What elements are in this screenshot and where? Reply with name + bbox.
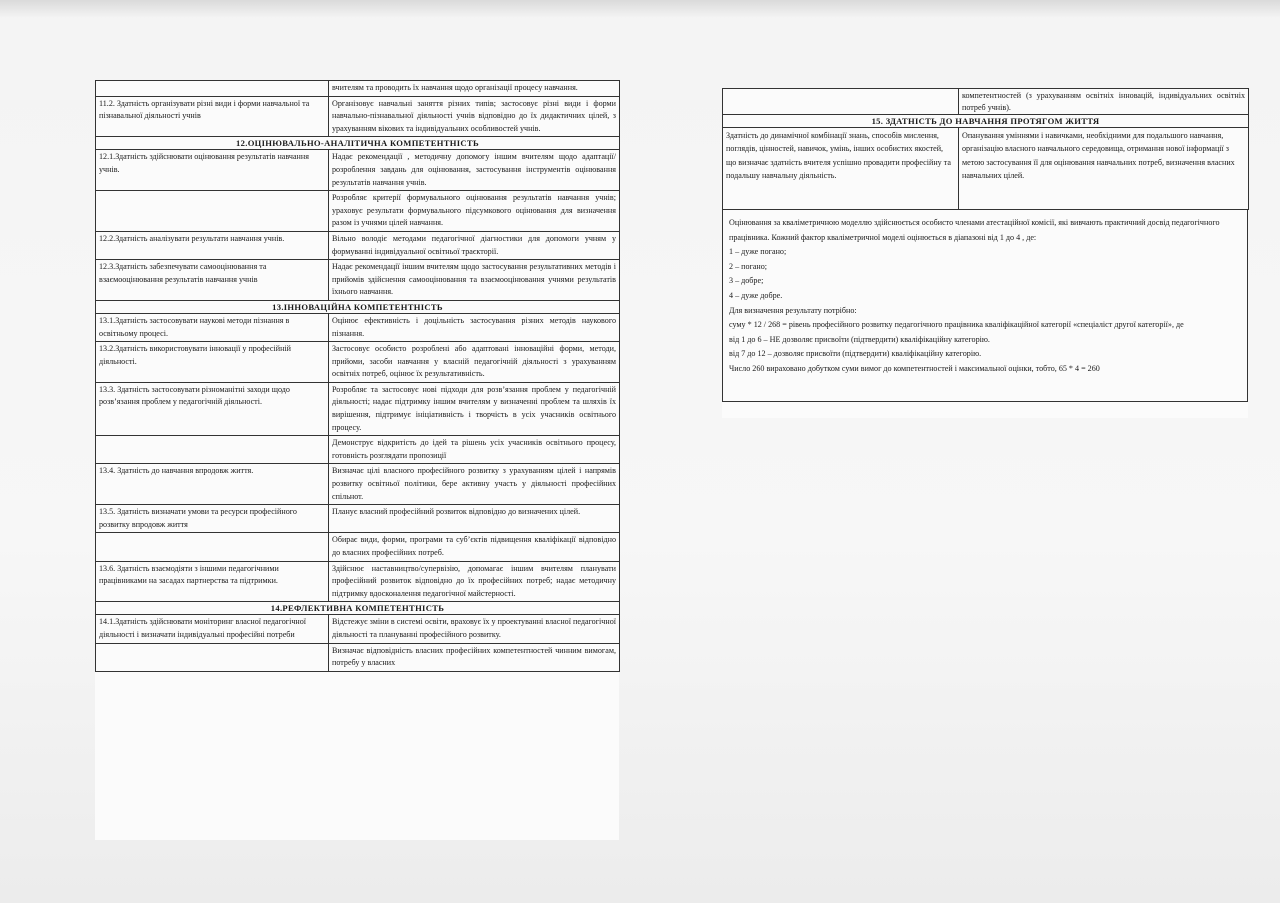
row-label: 13.6. Здатність взаємодіяти з іншими педагогічними працівниками на засадах партнерства та підтримки. [96, 561, 329, 602]
right-page [722, 88, 1248, 418]
scale-item: 4 – дуже добре. [729, 290, 783, 300]
section-heading-row [96, 602, 620, 615]
table-row [96, 81, 620, 97]
row-label [96, 643, 329, 671]
row-label [96, 81, 329, 97]
row-label: 13.1.Здатність застосовувати наукові методи пізнання в освітньому процесі. [96, 313, 329, 341]
table-row [96, 505, 620, 533]
row-label: 13.2.Здатність використовувати інновації у професійній діяльності. [96, 342, 329, 383]
row-label [96, 533, 329, 561]
row-description: Визначає цілі власного професійного розвитку з урахуванням цілей і напрямів розвитку освітньої політики, бере активну участь у діяльності професійних спільнот. [329, 464, 620, 505]
row-description: Розробляє критерії формувального оцінювання результатів навчання учнів; ураховує результати формувального підсумкового оцінювання для визначення разом із учнями цілей навчання. [329, 191, 620, 232]
row-description: Планує власний професійний розвиток відповідно до визначених цілей. [329, 505, 620, 533]
table-row [96, 342, 620, 383]
row-label: 14.1.Здатність здійснювати моніторинг власної педагогічної діяльності і визначати індивідуальні професійні потреби [96, 615, 329, 643]
footnote: Число 260 вираховано добутком суми вимог до компетентностей і максимальної оцінки, тобто, 65 * 4 = 260 [729, 363, 1100, 373]
row-description: Надає рекомендації , методичну допомогу іншим вчителям щодо адаптації/розроблення завдань для оцінювання, застосування інструментів оцінювання результатів навчання учнів. [329, 150, 620, 191]
formula: суму * 12 / 268 = рівень професійного розвитку педагогічного працівника кваліфікаційної категорії «спеціаліст другої категорії», де [729, 320, 1184, 330]
row-label: Здатність до динамічної комбінації знань, способів мислення, поглядів, цінностей, навичок, умінь, інших особистих якостей, що визначає здатність вчителя успішно провадити професійну та подальшу навчальну діяльність. [723, 128, 959, 210]
row-description: Опанування уміннями і навичками, необхідними для подальшого навчання, організацію власного навчального середовища, отримання нової інформації з метою застосування її для оцінювання навчальних потреб, визначення власних навчальних цілей. [959, 128, 1249, 210]
row-description: Розробляє та застосовує нові підходи для розв’язання проблем у педагогічній діяльності; надає підтримку іншим вчителям у визначенні проблем та шляхів їх вирішення, підтримує ініціативність і творчість в усіх учасників освітнього процесу. [329, 382, 620, 435]
row-description: Надає рекомендації іншим вчителям щодо застосування результативних методів і прийомів здійснення самооцінювання та взаємооцінювання учнями результатів їхнього навчання. [329, 260, 620, 301]
row-description: Відстежує зміни в системі освіти, враховує їх у проектуванні власної педагогічної діяльності та плануванні професійного розвитку. [329, 615, 620, 643]
row-description: Визначає відповідність власних професійних компетентностей чинним вимогам, потребу у власних [329, 643, 620, 671]
row-label: 11.2. Здатність організувати різні види і форми навчальної та пізнавальної діяльності учнів [96, 96, 329, 137]
section-heading-row [96, 300, 620, 313]
assessment-notes [722, 210, 1248, 402]
table-row [96, 533, 620, 561]
left-page [95, 80, 619, 840]
table-row [723, 89, 1249, 115]
section-heading-row [723, 115, 1249, 128]
competence-table-right [722, 88, 1249, 210]
row-label: 13.3. Здатність застосовувати різноманітні заходи щодо розв’язання проблем у педагогічній діяльності. [96, 382, 329, 435]
result-heading: Для визначення результату потрібно: [729, 305, 857, 315]
scale-item: 2 – погано; [729, 261, 768, 271]
scale-item: 3 – добре; [729, 276, 764, 286]
row-description: Демонструє відкритість до ідей та рішень усіх учасників освітнього процесу, готовність розглядати пропозиції [329, 436, 620, 464]
row-label: 12.1.Здатність здійснювати оцінювання результатів навчання учнів. [96, 150, 329, 191]
table-row [96, 150, 620, 191]
section-heading: 14.РЕФЛЕКТИВНА КОМПЕТЕНТНІСТЬ [96, 602, 620, 615]
row-label: 12.3.Здатність забезпечувати самооцінювання та взаємооцінювання результатів навчання учнів [96, 260, 329, 301]
row-label: 13.4. Здатність до навчання впродовж життя. [96, 464, 329, 505]
section-heading: 13.ІННОВАЦІЙНА КОМПЕТЕНТНІСТЬ [96, 300, 620, 313]
section-heading: 12.ОЦІНЮВАЛЬНО-АНАЛІТИЧНА КОМПЕТЕНТНІСТЬ [96, 137, 620, 150]
row-description: вчителям та проводить їх навчання щодо організації процесу навчання. [329, 81, 620, 97]
row-label [96, 436, 329, 464]
row-label [723, 89, 959, 115]
section-heading-row [96, 137, 620, 150]
table-row [96, 260, 620, 301]
table-row [96, 382, 620, 435]
section-heading: 15. ЗДАТНІСТЬ ДО НАВЧАННЯ ПРОТЯГОМ ЖИТТЯ [723, 115, 1249, 128]
row-description: Здійснює наставництво/супервізію, допомагає іншим вчителям планувати професійний розвиток відповідно до їх професійних потреб; надає методичну підтримку вдосконалення педагогічної майстерності. [329, 561, 620, 602]
notes-intro: Оцінювання за кваліметричною моделлю здійснюється особисто членами атестаційної комісії, які вивчають практичний досвід педагогічного працівника. Кожний фактор кваліметричної моделі оцінюється в діапазоні від 1 до 4 , де: [729, 218, 1220, 242]
table-row [96, 464, 620, 505]
row-description: Вільно володіє методами педагогічної діагностики для допомоги учням у формуванні індивідуальної освітньої траєкторії. [329, 231, 620, 259]
range-high: від 7 до 12 – дозволяє присвоїти (підтвердити) кваліфікаційну категорію. [729, 349, 982, 359]
table-row [723, 128, 1249, 210]
row-description: Організовує навчальні заняття різних типів; застосовує різні види і форми навчально-пізнавальної діяльності учнів відповідно до їх дидактичних цілей, з урахуванням вікових та індивідуальних особливостей учнів. [329, 96, 620, 137]
table-row [96, 436, 620, 464]
table-row [96, 191, 620, 232]
competence-table-left [95, 80, 620, 672]
table-row [96, 231, 620, 259]
row-description: Застосовує особисто розроблені або адаптовані інноваційні форми, методи, прийоми, засоби навчання у власній педагогічній діяльності з урахуванням освітніх потреб, оцінює їх результативність. [329, 342, 620, 383]
row-description: компетентностей (з урахуванням освітніх інновацій, індивідуальних освітніх потреб учнів). [959, 89, 1249, 115]
table-row [96, 643, 620, 671]
table-row [96, 561, 620, 602]
table-row [96, 615, 620, 643]
range-low: від 1 до 6 – НЕ дозволяє присвоїти (підтвердити) кваліфікаційну категорію. [729, 334, 990, 344]
row-description: Обирає види, форми, програми та суб’єктів підвищення кваліфікації відповідно до власних професійних потреб. [329, 533, 620, 561]
row-description: Оцінює ефективність і доцільність застосування різних методів наукового пізнання. [329, 313, 620, 341]
table-row [96, 313, 620, 341]
scale-item: 1 – дуже погано; [729, 247, 787, 257]
row-label: 13.5. Здатність визначати умови та ресурси професійного розвитку впродовж життя [96, 505, 329, 533]
table-row [96, 96, 620, 137]
row-label: 12.2.Здатність аналізувати результати навчання учнів. [96, 231, 329, 259]
row-label [96, 191, 329, 232]
